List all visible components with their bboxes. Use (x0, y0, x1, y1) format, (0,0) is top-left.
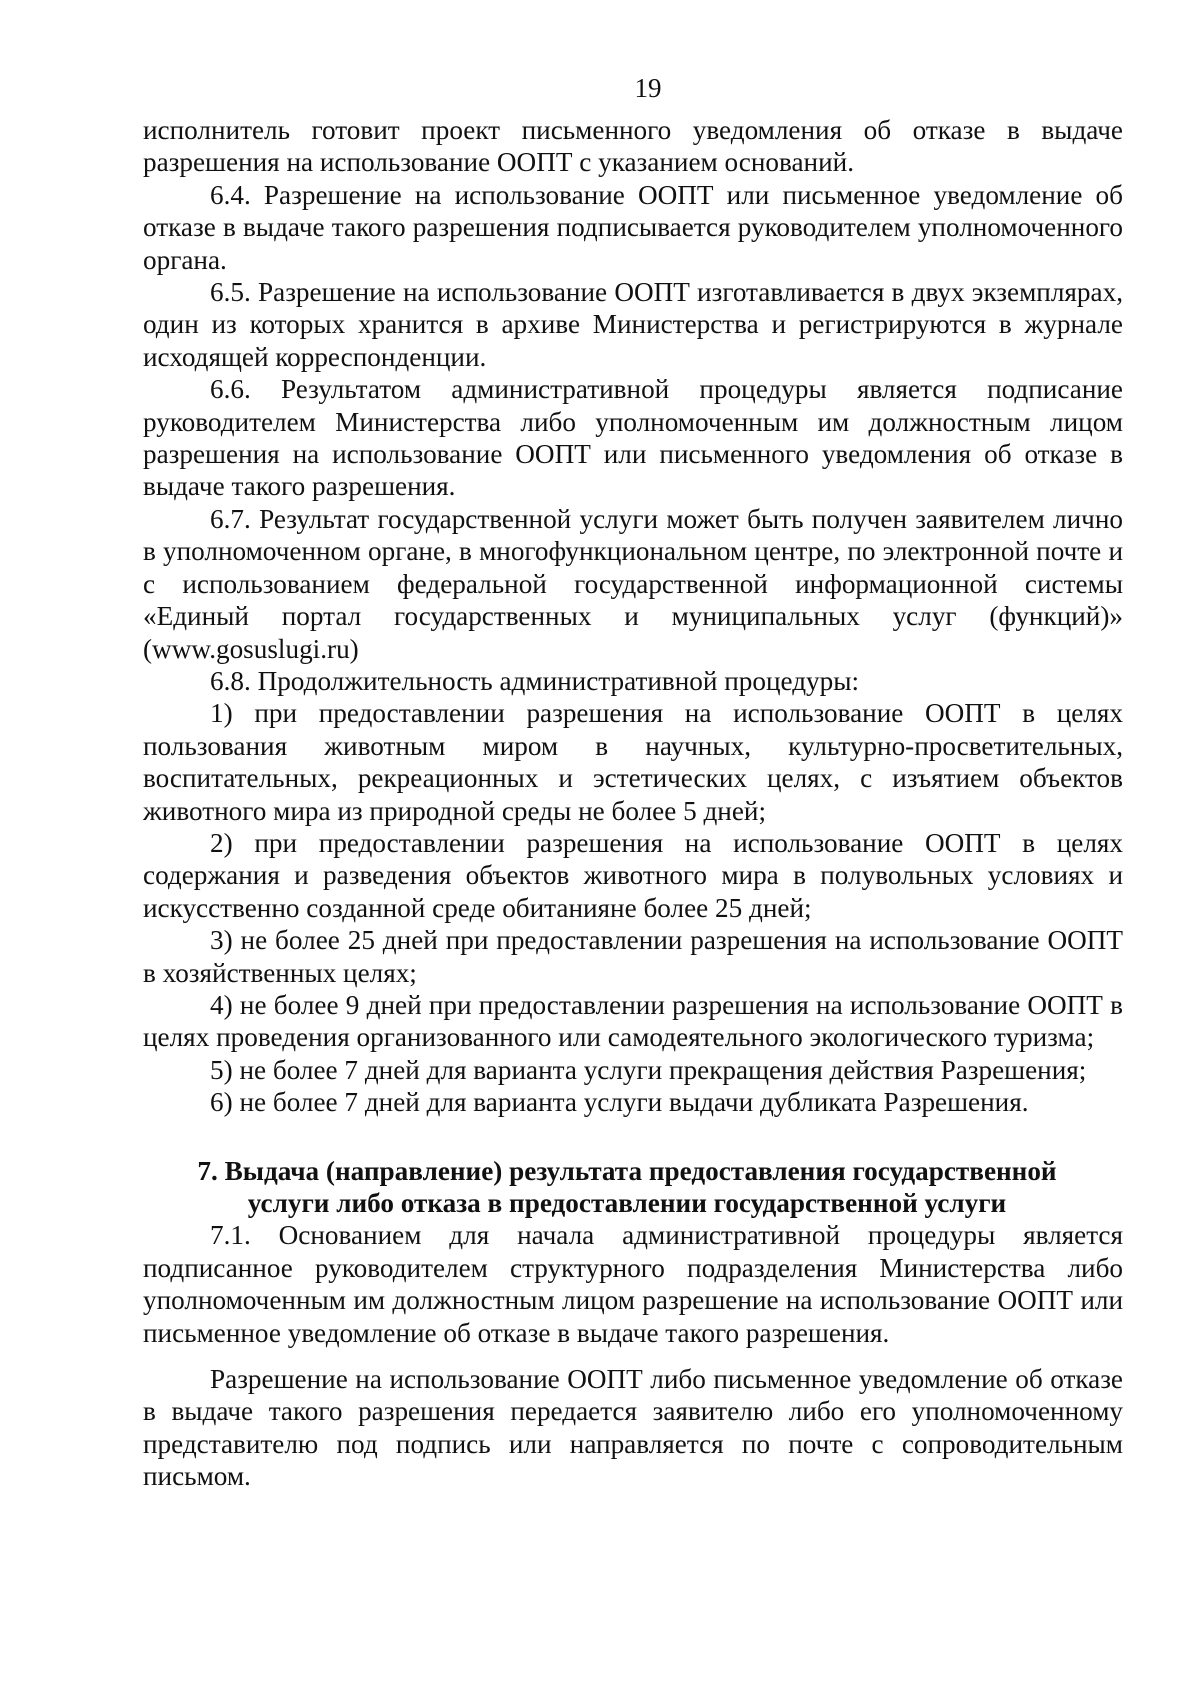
list-item-6-8-3: 3) не более 25 дней при предоставлении разрешения на использование ООПТ в хозяйственных целях; (143, 925, 1123, 988)
paragraph-6-6: 6.6. Результатом административной процедуры является подписание руководителем Министерства либо уполномоченным им должностным лицом разрешения на использование ООПТ или письменного уведомления об отказе в выдаче такого разрешения. (143, 374, 1123, 502)
list-item-6-8-1: 1) при предоставлении разрешения на использование ООПТ в целях пользования животным миром в научных, культурно-просветительных, воспитательных, рекреационных и эстетических целях, с изъятием объектов животного мира из природной среды не более 5 дней; (143, 698, 1123, 826)
list-item-6-8-4: 4) не более 9 дней при предоставлении разрешения на использование ООПТ в целях проведения организованного или самодеятельного экологического туризма; (143, 989, 1123, 1053)
paragraph-6-5: 6.5. Разрешение на использование ООПТ изготавливается в двух экземплярах, один из которых хранится в архиве Министерства и регистрируются в журнале исходящей корреспонденции. (143, 277, 1123, 372)
list-item-6-8-6: 6) не более 7 дней для варианта услуги выдачи дубликата Разрешения. (210, 1087, 1029, 1118)
list-item-6-8-2: 2) при предоставлении разрешения на использование ООПТ в целях содержания и разведения объектов животного мира в полувольных условиях и искусственно созданной среде обитанияне более 25 дней; (143, 827, 1123, 923)
page-number: 19 (634, 73, 662, 103)
paragraph-6-8: 6.8. Продолжительность административной процедуры: (210, 665, 860, 696)
document-page (143, 70, 1123, 1493)
section-7-heading-line-1: 7. Выдача (направление) результата предоставления государственной (197, 1155, 1057, 1186)
list-item-6-8-5: 5) не более 7 дней для варианта услуги прекращения действия Разрешения; (210, 1054, 1087, 1085)
paragraph-6-7: 6.7. Результат государственной услуги может быть получен заявителем лично в уполномоченном органе, в многофункциональном центре, по электронной почте и с использованием федеральной государственной информационной системы «Единый портал государственных и муниципальных услуг (функций)» (www.gosuslugi.ru) (143, 503, 1123, 664)
section-7-heading-line-2: услуги либо отказа в предоставлении государственной услуги (247, 1188, 1007, 1218)
paragraph-6-4: 6.4. Разрешение на использование ООПТ или письменное уведомление об отказе в выдаче такого разрешения подписывается руководителем уполномоченного органа. (143, 179, 1123, 275)
paragraph-continuation: исполнитель готовит проект письменного уведомления об отказе в выдаче разрешения на использование ООПТ с указанием оснований. (143, 115, 1123, 178)
paragraph-7-2: Разрешение на использование ООПТ либо письменное уведомление об отказе в выдаче такого разрешения передается заявителю либо его уполномоченному представителю под подпись или направляется по почте с сопроводительным письмом. (143, 1364, 1123, 1492)
paragraph-7-1: 7.1. Основанием для начала административной процедуры является подписанное руководителем структурного подразделения Министерства либо уполномоченным им должностным лицом разрешение на использование ООПТ или письменное уведомление об отказе в выдаче такого разрешения. (143, 1220, 1123, 1348)
section-7-heading (143, 1155, 1123, 1220)
